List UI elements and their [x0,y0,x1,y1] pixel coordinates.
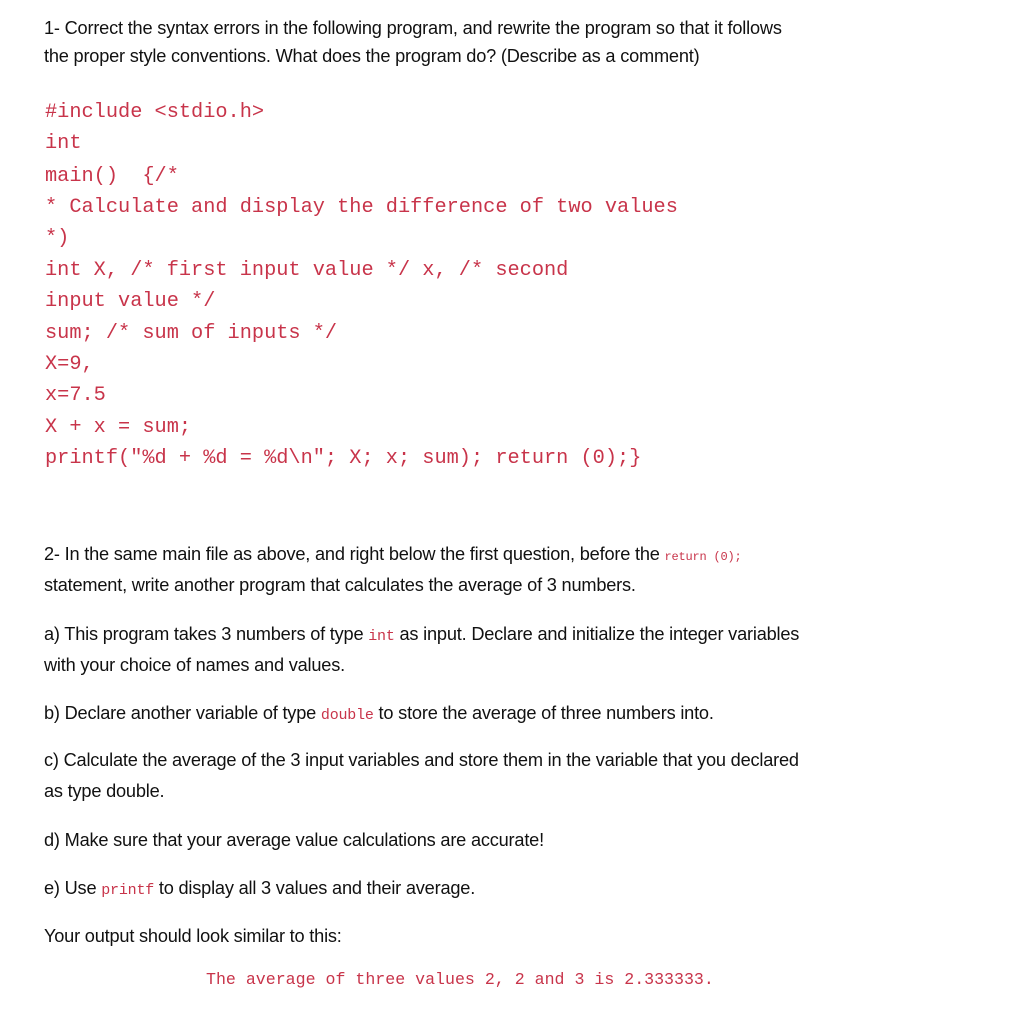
code-line: X + x = sum; [45,416,192,439]
sample-output: The average of three values 2, 2 and 3 is 2.333333. [206,970,714,989]
q2-e-text-2: to display all 3 values and their average. [154,878,476,898]
q2-a-line-2: with your choice of names and values. [44,655,345,675]
code-line: #include <stdio.h> [45,101,265,124]
q2-b-line [44,699,994,730]
code-line: * Calculate and display the difference of two values [45,196,678,219]
code-line: main() {/* [45,165,179,188]
q2-c-line-2: as type double. [44,781,165,801]
q2-c-line-1: c) Calculate the average of the 3 input variables and store them in the variable that you declared [44,750,799,770]
q2-b-text-1: b) Declare another variable of type [44,703,321,723]
inline-code-int: int [368,628,395,645]
q2-a-text-2: as input. Declare and initialize the integer variables [394,624,800,644]
q1-line-1: 1- Correct the syntax errors in the following program, and rewrite the program so that it follows [44,18,782,38]
q2-d-line: d) Make sure that your average value calculations are accurate! [44,830,544,850]
code-line: X=9, [45,353,94,376]
code-line: printf("%d + %d = %d\n"; X; x; sum); return (0);} [45,447,642,470]
inline-code-double: double [320,707,374,724]
code-line: int X, /* first input value */ x, /* second [45,259,569,282]
q2-e-text-1: e) Use [44,878,102,898]
q2-line-2: statement, write another program that calculates the average of 3 numbers. [44,575,636,595]
q2-b-text-2: to store the average of three numbers into. [373,703,714,723]
inline-code-printf: printf [101,882,155,899]
q2-a-line-1 [44,620,994,651]
q2-a-text-1: a) This program takes 3 numbers of type [44,624,369,644]
code-line: sum; /* sum of inputs */ [45,322,338,345]
q2-line-1-text: 2- In the same main file as above, and right below the first question, before the [44,544,665,564]
code-line: *) [45,227,70,250]
code-line: x=7.5 [45,384,106,407]
q1-line-2: the proper style conventions. What does the program do? (Describe as a comment) [44,46,700,66]
q2-line-1 [44,540,994,572]
q2-e-line [44,874,994,905]
code-line: input value */ [45,290,216,313]
output-intro: Your output should look similar to this: [44,926,342,946]
code-line: int [45,132,82,155]
inline-code-return: return (0); [664,550,742,564]
